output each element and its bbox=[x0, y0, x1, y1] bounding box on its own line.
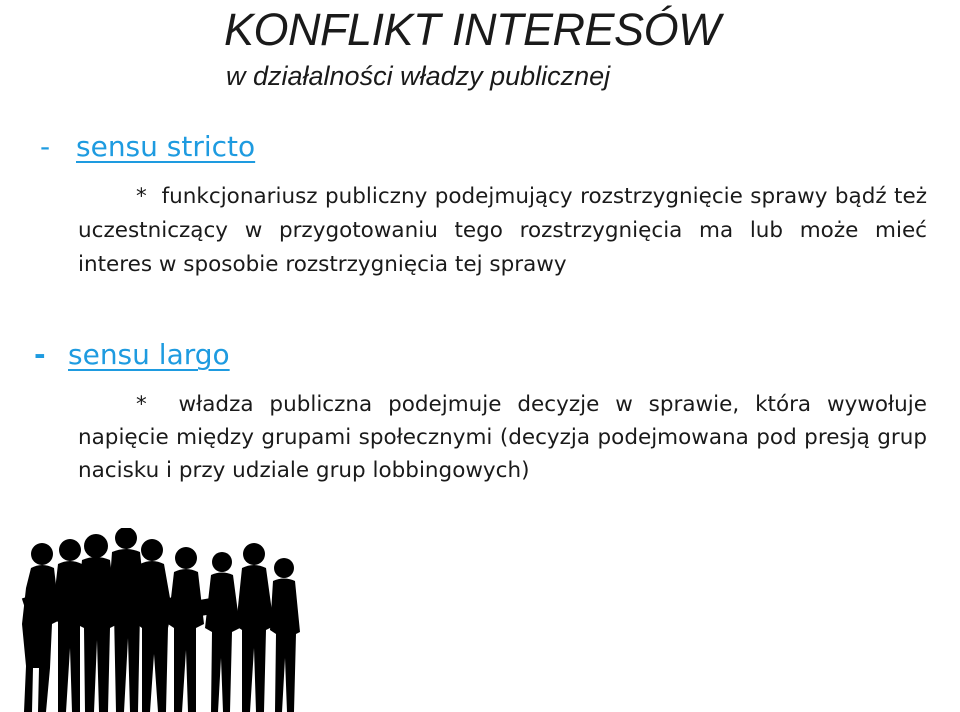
heading-label: sensu largo bbox=[68, 338, 230, 371]
heading-dash: - bbox=[40, 130, 51, 163]
silhouette-person bbox=[270, 558, 300, 712]
bullet-asterisk: * bbox=[136, 184, 147, 209]
definition-sensu-stricto bbox=[78, 180, 927, 282]
definition-text: funkcjonariusz publiczny podejmujący rozstrzygnięcie sprawy bądź też uczestniczący w przygotowaniu tego rozstrzygnięcia ma lub może mieć interes w sposobie rozstrzygnięcia tej sprawy bbox=[78, 184, 928, 277]
definition-sensu-largo bbox=[78, 388, 927, 487]
heading-label: sensu stricto bbox=[76, 130, 256, 163]
slide-title: KONFLIKT INTERESÓW bbox=[224, 4, 721, 55]
section-heading-sensu-stricto bbox=[40, 130, 255, 163]
silhouette-person bbox=[205, 552, 240, 712]
heading-dash: - bbox=[34, 338, 46, 371]
silhouette-person bbox=[236, 543, 274, 712]
section-heading-sensu-largo bbox=[34, 338, 230, 371]
silhouette-person bbox=[22, 543, 60, 712]
slide-subtitle: w działalności władzy publicznej bbox=[226, 61, 611, 91]
business-people-silhouettes-icon bbox=[0, 528, 300, 712]
definition-text: władza publiczna podejmuje decyzje w sprawie, która wywołuje napięcie między grupami społecznymi (decyzja podejmowana pod presją grup nacisku i przy udziale grup lobbingowych) bbox=[78, 392, 927, 483]
bullet-asterisk: * bbox=[136, 392, 147, 417]
